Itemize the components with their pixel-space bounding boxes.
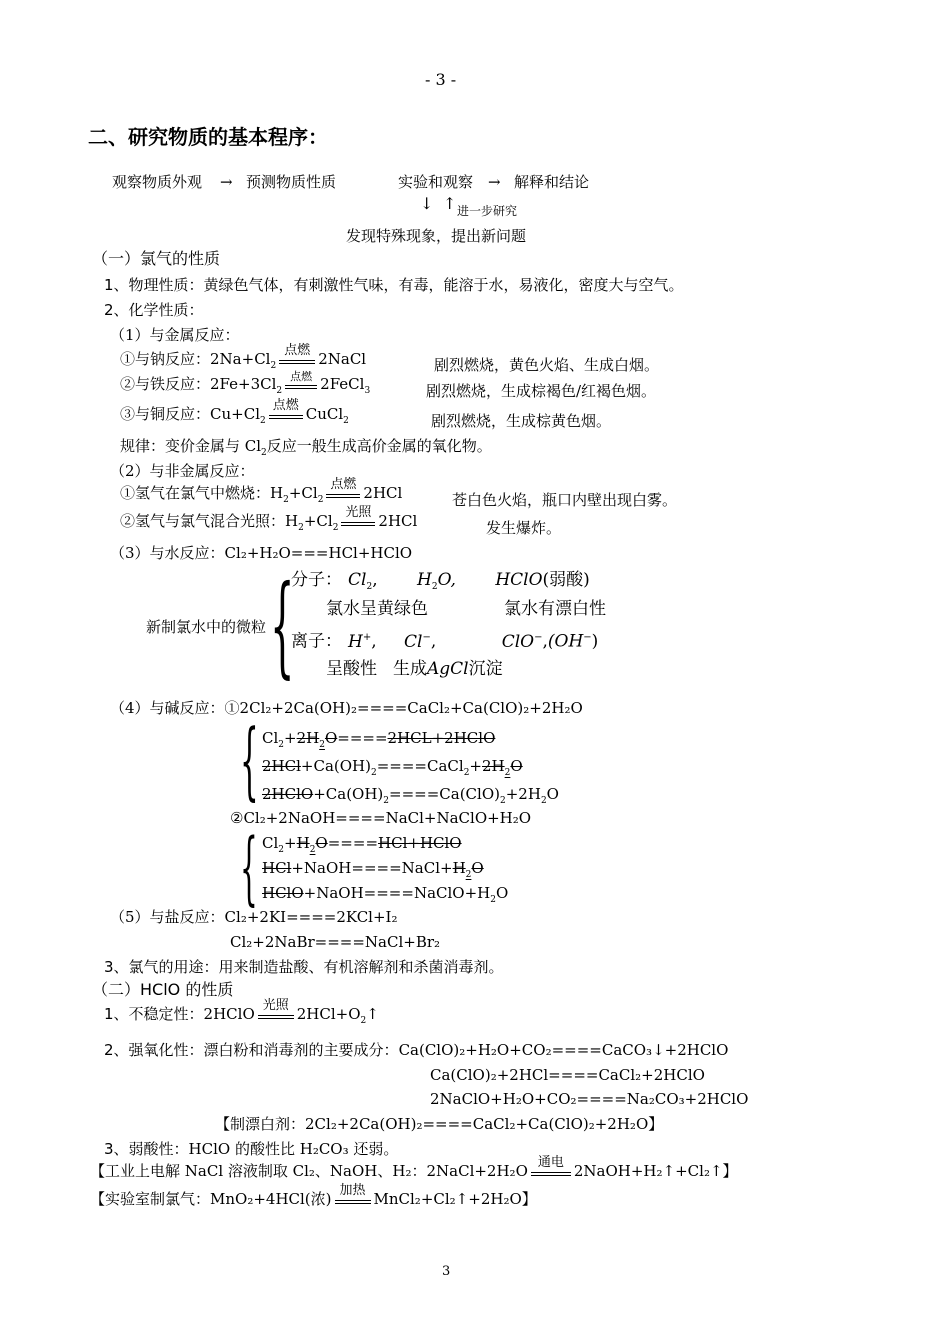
base-brace-2: { [240,821,258,914]
base-step-2c: $HClO+NaOH====NaClO+H_2O$ [262,884,509,905]
industrial-electrolysis: 【工业上电解 NaCl 溶液制取 Cl₂、NaOH、H₂：2NaCl+2H₂O 通电 2NaOH+H₂↑+Cl₂↑】 [90,1155,738,1180]
oxid-eq-3: 2NaClO+H₂O+CO₂====Na₂CO₃+2HClO [430,1090,749,1108]
cu-left: Cu+Cl [210,405,260,423]
fe-left: 2Fe+3Cl [210,375,277,393]
cu-label: ③与铜反应： [120,405,211,423]
chlorine-heading: （一）氯气的性质 [92,249,221,268]
iron-reaction: ②与铁反应：$2Fe+3Cl_2$ 点燃 2FeCl$_3$ [120,370,371,396]
base-brace-1: { [240,711,259,809]
copper-reaction: ③与铜反应：$Cu+Cl_2$ 点燃 CuCl$_2$ [120,398,349,426]
electrify-condition: 通电 [531,1158,571,1176]
na-left: 2Na+Cl [210,350,271,368]
flow-down-arrow: ↓ [420,194,434,213]
flow-step-predict: 预测物质性质 [246,173,337,191]
light-condition: 光照 [258,1001,294,1019]
bleach-preparation: 【制漂白剂：2Cl₂+2Ca(OH)₂====CaCl₂+Ca(ClO)₂+2H₂O】 [215,1115,664,1133]
hclo-unstable: 1、不稳定性：2HClO 光照 $2HCl+O_2↑$ [104,998,379,1026]
water-reaction: （3）与水反应：Cl₂+H₂O===HCl+HClO [110,544,413,562]
ignite-condition: 点燃 [285,371,317,389]
flow-step-conclude: 解释和结论 [514,173,590,191]
flow-arrow-1: → [220,173,233,191]
base-step-2a: $Cl_2+H_2O====HCl+HClO$ [262,834,462,855]
base-step-1a: $Cl_2+2H_2O====2HCL+2HClO$ [262,729,496,750]
ions-row: 离子： H+, Cl−, ClO−,(OH−) [291,631,599,652]
flow-arrow-2: → [488,173,501,191]
nonmetal-heading: （2）与非金属反应： [110,462,255,480]
h2-burn-note: 苍白色火焰，瓶口内壁出现白雾。 [452,491,678,509]
molecules-notes: 氯水呈黄绿色 氯水有漂白性 [326,599,606,619]
base-reaction-1: （4）与碱反应：①2Cl₂+2Ca(OH)₂====CaCl₂+Ca(ClO)₂+2H₂O [110,699,583,717]
particles-label: 新制氯水中的微粒 [146,618,267,636]
cu-right: CuCl [305,405,344,423]
particles-brace: { [270,561,295,689]
base-step-1b: $2HCl+Ca(OH)_2====CaCl_2+2H_2O$ [262,757,523,778]
phys-label: 1、物理性质： [104,276,204,294]
molecules-row: 分子： $Cl_2$, $H_2O$, HClO(弱酸) [291,570,590,592]
page-footer: 3 [442,1264,451,1279]
ignite-condition: 点燃 [279,346,315,364]
na-label: ①与钠反应： [120,350,211,368]
heat-condition: 加热 [335,1186,371,1204]
salt-reaction-2: Cl₂+2NaBr====NaCl+Br₂ [230,933,441,951]
fe-right: 2FeCl [320,375,365,393]
base-reaction-2: ②Cl₂+2NaOH====NaCl+NaClO+H₂O [230,809,532,827]
section-title: 二、研究物质的基本程序： [88,125,328,149]
hclo-weak-acid: 3、弱酸性：HClO 的酸性比 H₂CO₃ 还弱。 [104,1140,399,1158]
flow-up-arrow: ↑ [443,194,457,213]
cu-note: 剧烈燃烧，生成棕黄色烟。 [431,412,612,430]
hclo-oxidizing: 2、强氧化性：漂白粉和消毒剂的主要成分：Ca(ClO)₂+H₂O+CO₂====CaCO₃↓+2HClO [104,1041,729,1059]
phys-text: 黄绿色气体，有刺激性气味，有毒，能溶于水，易液化，密度大与空气。 [203,276,684,294]
chemical-properties-label: 2、化学性质： [104,301,204,319]
base-step-1c: $2HClO+Ca(OH)_2====Ca(ClO)_2+2H_2O$ [262,785,559,806]
metal-reaction-heading: （1）与金属反应： [110,326,240,344]
ignite-condition: 点燃 [326,480,360,498]
flow-further-study: 进一步研究 [457,204,518,218]
metal-rule: 规律：变价金属与 $Cl_2$反应一般生成高价金属的氧化物。 [120,437,492,458]
ignite-condition: 点燃 [269,401,303,419]
h2-light-note: 发生爆炸。 [486,519,562,537]
light-condition: 光照 [341,508,375,526]
physical-properties [104,278,684,293]
chlorine-uses: 3、氯气的用途：用来制造盐酸、有机溶解剂和杀菌消毒剂。 [104,958,504,976]
fe-label: ②与铁反应： [120,375,211,393]
salt-reaction-1: （5）与盐反应：Cl₂+2KI====2KCl+I₂ [110,908,398,926]
flow-discover: 发现特殊现象，提出新问题 [346,227,527,245]
ions-notes: 呈酸性 生成AgCl沉淀 [326,659,503,679]
flow-step-observe: 观察物质外观 [112,173,203,191]
na-right: 2NaCl [318,350,367,368]
sodium-reaction: ①与钠反应：$2Na+Cl_2$ 点燃 2NaCl [120,343,367,371]
hclo-heading: （二）HClO 的性质 [92,980,234,999]
page-header: - 3 - [425,70,457,89]
flow-step-experiment: 实验和观察 [398,173,474,191]
lab-chlorine-preparation: 【实验室制氯气：MnO₂+4HCl(浓) 加热 MnCl₂+Cl₂↑+2H₂O】 [90,1183,537,1208]
base-step-2b: $HCl+NaOH====NaCl+H_2O$ [262,859,484,880]
na-note: 剧烈燃烧，黄色火焰、生成白烟。 [434,356,660,374]
oxid-eq-2: Ca(ClO)₂+2HCl====CaCl₂+2HClO [430,1066,705,1084]
h2-burn-reaction: ①氢气在氯气中燃烧：$H_2+Cl_2$ 点燃 2HCl [120,477,403,505]
fe-note: 剧烈燃烧，生成棕褐色/红褐色烟。 [426,382,657,400]
h2-light-reaction: ②氢气与氯气混合光照：$H_2+Cl_2$ 光照 2HCl [120,505,418,533]
